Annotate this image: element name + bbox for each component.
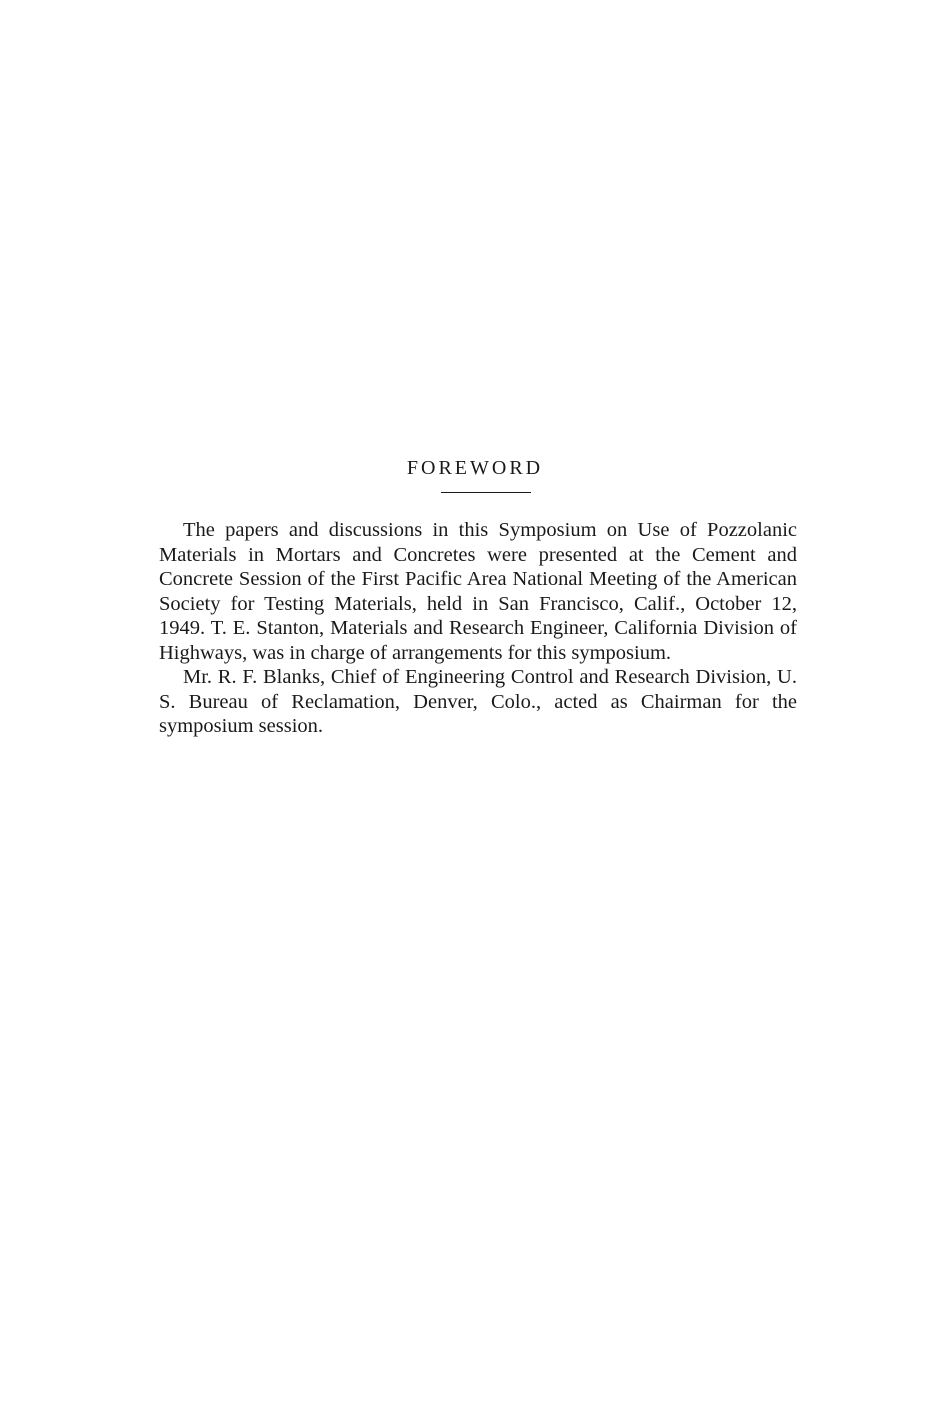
page-title: FOREWORD <box>406 457 544 479</box>
foreword-body <box>159 518 797 739</box>
title-underline-rule <box>441 492 531 493</box>
foreword-paragraph-2: Mr. R. F. Blanks, Chief of Engineering Control and Research Division, U. S. Bureau of Reclamation, Denver, Colo., acted as Chairman for the symposium session. <box>159 666 797 737</box>
foreword-paragraph-1: The papers and discussions in this Symposium on Use of Pozzolanic Materials in Mortars and Concretes were presented at the Cement and Concrete Session of the First Pacific Area National Meeting of the American Society for Testing Materials, held in San Francisco, Calif., October 12, 1949. T. E. Stanton, Materials and Research Engineer, California Division of Highways, was in charge of arrangements for this symposium. <box>159 519 797 664</box>
